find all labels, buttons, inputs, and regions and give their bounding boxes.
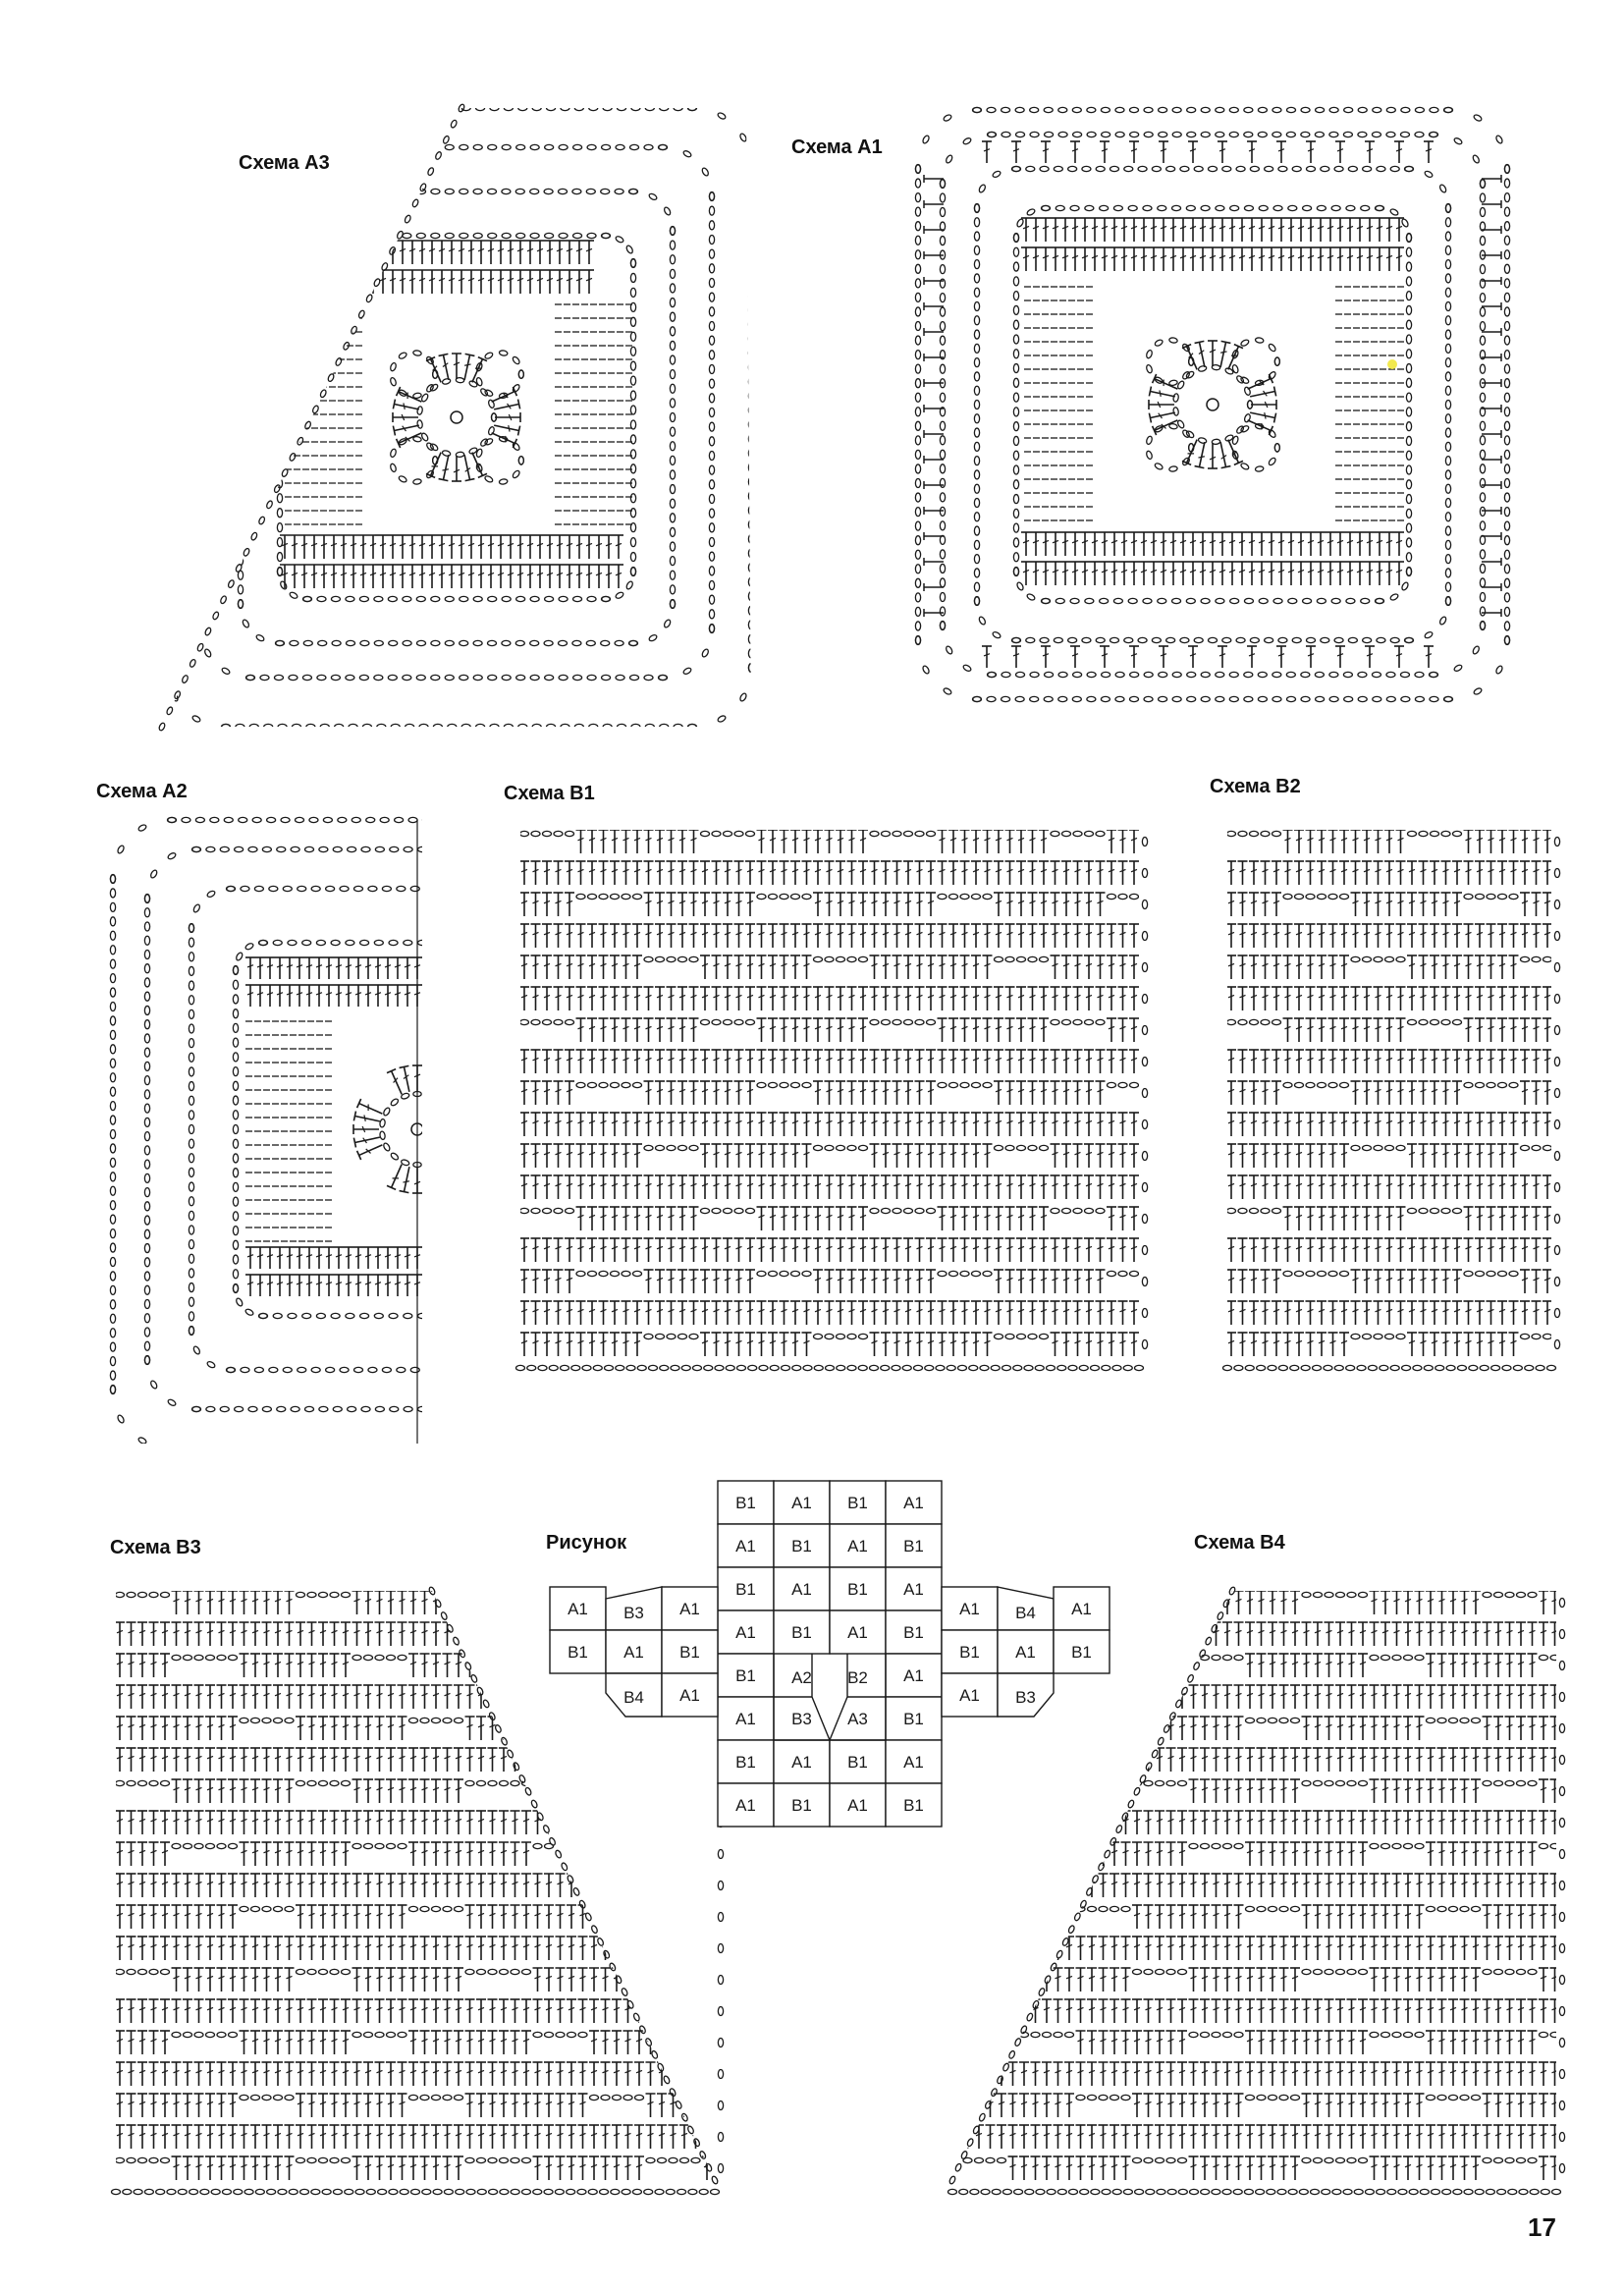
assembly-cell-label: А1 <box>847 1796 868 1815</box>
scheme-b2 <box>1223 830 1560 1371</box>
label-scheme-b2: Схема В2 <box>1210 776 1301 797</box>
label-scheme-b3: Схема В3 <box>110 1537 201 1558</box>
label-scheme-a3: Схема А3 <box>239 152 330 174</box>
assembly-cell-label: В1 <box>847 1753 868 1772</box>
assembly-cell-label: В1 <box>903 1537 924 1555</box>
assembly-cell-label: А1 <box>735 1623 756 1642</box>
assembly-cell-label: А1 <box>623 1643 644 1662</box>
assembly-cell-label: В1 <box>1071 1643 1092 1662</box>
assembly-cell-label: А1 <box>903 1494 924 1512</box>
assembly-cell-label: А2 <box>791 1668 812 1687</box>
label-scheme-b1: Схема В1 <box>504 783 595 804</box>
assembly-cell-label: А1 <box>791 1753 812 1772</box>
scheme-b1 <box>516 830 1148 1371</box>
assembly-cell-label: А1 <box>1071 1600 1092 1618</box>
assembly-cell-label: А1 <box>903 1666 924 1685</box>
assembly-cell-label: В1 <box>791 1537 812 1555</box>
assembly-cell-label: В1 <box>735 1753 756 1772</box>
scheme-a3 <box>158 103 754 731</box>
assembly-cell-label: А1 <box>735 1796 756 1815</box>
assembly-cell-label: В3 <box>791 1710 812 1728</box>
assembly-cell-label: А1 <box>1015 1643 1036 1662</box>
assembly-cell-label: В1 <box>903 1623 924 1642</box>
assembly-cell-label: В1 <box>735 1580 756 1599</box>
assembly-cell-label: А1 <box>903 1580 924 1599</box>
assembly-cell-label: В1 <box>959 1643 980 1662</box>
assembly-cell-label: В1 <box>847 1494 868 1512</box>
scheme-a1 <box>915 107 1509 701</box>
assembly-cell-label: А3 <box>847 1710 868 1728</box>
assembly-cell-label: А1 <box>679 1600 700 1618</box>
assembly-cell-label: А1 <box>679 1686 700 1705</box>
assembly-cell-label: В1 <box>903 1796 924 1815</box>
assembly-cell-label: В1 <box>903 1710 924 1728</box>
assembly-cell-label: В1 <box>568 1643 588 1662</box>
assembly-cell-label: А1 <box>959 1686 980 1705</box>
assembly-cell-label: А1 <box>735 1710 756 1728</box>
highlight-dot <box>1387 359 1397 369</box>
assembly-cell-label: В1 <box>735 1666 756 1685</box>
label-scheme-a1: Схема А1 <box>791 136 883 158</box>
assembly-cell-label: А1 <box>568 1600 588 1618</box>
assembly-cell-label: А1 <box>847 1623 868 1642</box>
assembly-cell-label: В1 <box>847 1580 868 1599</box>
page-number: 17 <box>1528 2212 1556 2242</box>
label-figure: Рисунок <box>546 1532 627 1554</box>
label-scheme-b4: Схема В4 <box>1194 1532 1285 1554</box>
assembly-cell-label: В1 <box>791 1796 812 1815</box>
assembly-cell-label: А1 <box>903 1753 924 1772</box>
assembly-cell-label: В1 <box>679 1643 700 1662</box>
assembly-cell-label: А1 <box>791 1580 812 1599</box>
assembly-cell-label: В1 <box>735 1494 756 1512</box>
assembly-figure <box>550 1481 1110 1827</box>
assembly-cell-label: А1 <box>735 1537 756 1555</box>
assembly-cell-label: А1 <box>791 1494 812 1512</box>
assembly-cell-label: А1 <box>847 1537 868 1555</box>
label-scheme-a2: Схема А2 <box>96 781 188 802</box>
assembly-cell-label: В1 <box>791 1623 812 1642</box>
assembly-cell-label: В2 <box>847 1668 868 1687</box>
assembly-cell-label: А1 <box>959 1600 980 1618</box>
